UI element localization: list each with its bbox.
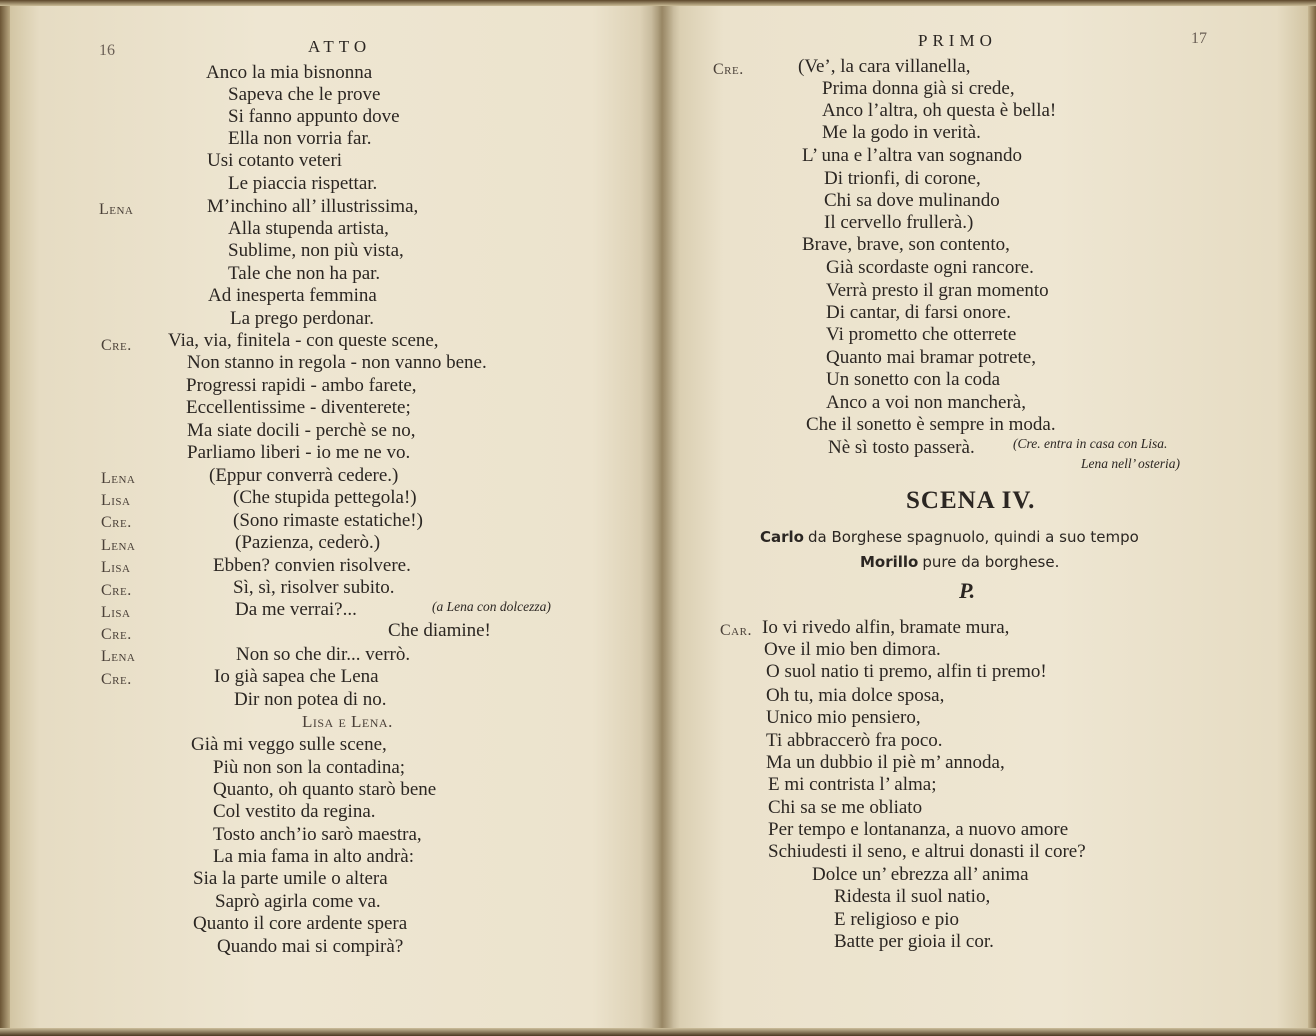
verse-line: Usi cotanto veteri xyxy=(207,150,343,171)
verse-line: Me la godo in verità. xyxy=(822,122,981,143)
stage-direction: (Cre. entra in casa con Lisa. xyxy=(1013,436,1168,451)
speakers-heading: Lisa e Lena. xyxy=(302,712,393,731)
verse-line: Che diamine! xyxy=(388,620,491,641)
verse-line: Dolce un’ ebrezza all’ anima xyxy=(812,864,1029,885)
verse-line: (Ve’, la cara villanella, xyxy=(798,56,971,77)
page-edge-top xyxy=(0,0,1316,6)
verse-line: Ridesta il suol natio, xyxy=(834,886,991,907)
running-head: PRIMO xyxy=(918,31,997,50)
verse-line: Eccellentissime - diventerete; xyxy=(186,397,411,418)
verse-line: O suol natio ti premo, alfin ti premo! xyxy=(766,661,1047,682)
verse-line: Da me verrai?... xyxy=(235,599,357,620)
character-name: Morillo xyxy=(860,553,919,571)
verse-line: Per tempo e lontananza, a nuovo amore xyxy=(768,819,1069,840)
speaker-label: Lena xyxy=(99,201,134,218)
speaker-label: Car. xyxy=(720,622,752,639)
scene-title: SCENA IV. xyxy=(906,487,1036,514)
verse-line: Tosto anch’io sarò maestra, xyxy=(213,824,422,845)
page-edge-right xyxy=(1308,0,1316,1036)
verse-line: Alla stupenda artista, xyxy=(228,218,389,239)
verse-line: Le piaccia rispettar. xyxy=(228,173,378,194)
cast-line xyxy=(860,553,1059,572)
verse-line: Verrà presto il gran momento xyxy=(826,280,1049,301)
cast-line xyxy=(760,528,1139,547)
verse-line: Di cantar, di farsi onore. xyxy=(826,302,1011,323)
book-spine xyxy=(640,0,680,1036)
verse-line: Anco l’altra, oh questa è bella! xyxy=(822,100,1057,121)
verse-line: Io vi rivedo alfin, bramate mura, xyxy=(762,617,1010,638)
verse-line: Anco a voi non mancherà, xyxy=(826,392,1026,413)
character-description: pure da borghese. xyxy=(922,553,1060,571)
verse-line: Di trionfi, di corone, xyxy=(824,168,981,189)
verse-line: Via, via, finitela - con queste scene, xyxy=(168,330,439,351)
speaker-label: Lisa xyxy=(101,492,131,509)
verse-line: Un sonetto con la coda xyxy=(826,369,1001,390)
verse-line: E mi contrista l’ alma; xyxy=(768,774,937,795)
verse-line: La prego perdonar. xyxy=(230,308,375,329)
stage-direction: Lena nell’ osteria) xyxy=(1081,456,1180,471)
speaker-label: Cre. xyxy=(101,514,132,531)
verse-line: Dir non potea di no. xyxy=(234,689,387,710)
verse-line: Ma un dubbio il piè m’ annoda, xyxy=(766,752,1005,773)
verse-line: Ella non vorria far. xyxy=(228,128,372,149)
verse-line: La mia fama in alto andrà: xyxy=(213,846,414,867)
verse-line: Quanto il core ardente spera xyxy=(193,913,408,934)
verse-line: Sapeva che le prove xyxy=(228,84,381,105)
verse-line: Anco la mia bisnonna xyxy=(206,62,373,83)
verse-line: Prima donna già si crede, xyxy=(822,78,1015,99)
page-number: 16 xyxy=(99,42,115,59)
verse-line: (Sono rimaste estatiche!) xyxy=(233,510,423,531)
verse-line: Ma siate docili - perchè se no, xyxy=(187,420,416,441)
verse-line: Nè sì tosto passerà. xyxy=(828,437,975,458)
speaker-label: Cre. xyxy=(101,626,132,643)
speaker-label: Lena xyxy=(101,470,136,487)
verse-line: Ebben? convien risolvere. xyxy=(213,555,411,576)
verse-line: Si fanno appunto dove xyxy=(228,106,400,127)
verse-line: Progressi rapidi - ambo farete, xyxy=(186,375,417,396)
verse-line: Saprò agirla come va. xyxy=(215,891,381,912)
speaker-label: Cre. xyxy=(713,61,744,78)
verse-line: Già scordaste ogni rancore. xyxy=(826,257,1034,278)
verse-line: M’inchino all’ illustrissima, xyxy=(207,196,419,217)
speaker-label: Lena xyxy=(101,537,136,554)
verse-line: Non stanno in regola - non vanno bene. xyxy=(187,352,487,373)
verse-line: Schiudesti il seno, e altrui donasti il core? xyxy=(768,841,1086,862)
verse-line: Più non son la contadina; xyxy=(213,757,406,778)
verse-line: Chi sa se me obliato xyxy=(768,797,923,818)
verse-line: Batte per gioia il cor. xyxy=(834,931,994,952)
verse-line: Ove il mio ben dimora. xyxy=(764,639,941,660)
verse-line: Vi prometto che otterrete xyxy=(826,324,1017,345)
verse-line: Tale che non ha par. xyxy=(228,263,381,284)
verse-line: Brave, brave, son contento, xyxy=(802,234,1010,255)
verse-line: Ad inesperta femmina xyxy=(208,285,377,306)
verse-line: (Pazienza, cederò.) xyxy=(235,532,381,553)
stage-direction: (a Lena con dolcezza) xyxy=(432,599,551,614)
speaker-label: Lisa xyxy=(101,559,131,576)
verse-line: Oh tu, mia dolce sposa, xyxy=(766,685,945,706)
speaker-label: Cre. xyxy=(101,671,132,688)
verse-line: Quanto mai bramar potrete, xyxy=(826,347,1036,368)
speaker-label: Lena xyxy=(101,648,136,665)
verse-line: (Eppur converrà cedere.) xyxy=(209,465,399,486)
verse-line: Già mi veggo sulle scene, xyxy=(191,734,387,755)
verse-line: Il cervello frullerà.) xyxy=(824,212,974,233)
verse-line: Sì, sì, risolver subito. xyxy=(233,577,395,598)
speaker-label: Cre. xyxy=(101,337,132,354)
verse-line: Quanto, oh quanto starò bene xyxy=(213,779,437,800)
running-head: ATTO xyxy=(308,37,372,56)
page-edge-left xyxy=(0,0,10,1036)
verse-line: Quando mai si compirà? xyxy=(217,936,404,957)
verse-line: Che il sonetto è sempre in moda. xyxy=(806,414,1056,435)
speaker-label: Cre. xyxy=(101,582,132,599)
page-number: 17 xyxy=(1191,30,1207,47)
tempo-mark: P. xyxy=(959,578,976,603)
verse-line: Unico mio pensiero, xyxy=(766,707,921,728)
page-edge-bottom xyxy=(0,1028,1316,1036)
speaker-label: Lisa xyxy=(101,604,131,621)
verse-line: (Che stupida pettegola!) xyxy=(233,487,417,508)
character-description: da Borghese spagnuolo, quindi a suo tempo xyxy=(807,528,1139,546)
verse-line: Col vestito da regina. xyxy=(213,801,376,822)
verse-line: L’ una e l’altra van sognando xyxy=(802,145,1023,166)
verse-line: Parliamo liberi - io me ne vo. xyxy=(187,442,411,463)
verse-line: E religioso e pio xyxy=(834,909,960,930)
verse-line: Io già sapea che Lena xyxy=(214,666,379,687)
verse-line: Sia la parte umile o altera xyxy=(193,868,388,889)
character-name: Carlo xyxy=(760,528,804,546)
verse-line: Chi sa dove mulinando xyxy=(824,190,1000,211)
verse-line: Sublime, non più vista, xyxy=(228,240,404,261)
verse-line: Non so che dir... verrò. xyxy=(236,644,411,665)
verse-line: Ti abbraccerò fra poco. xyxy=(766,730,943,751)
